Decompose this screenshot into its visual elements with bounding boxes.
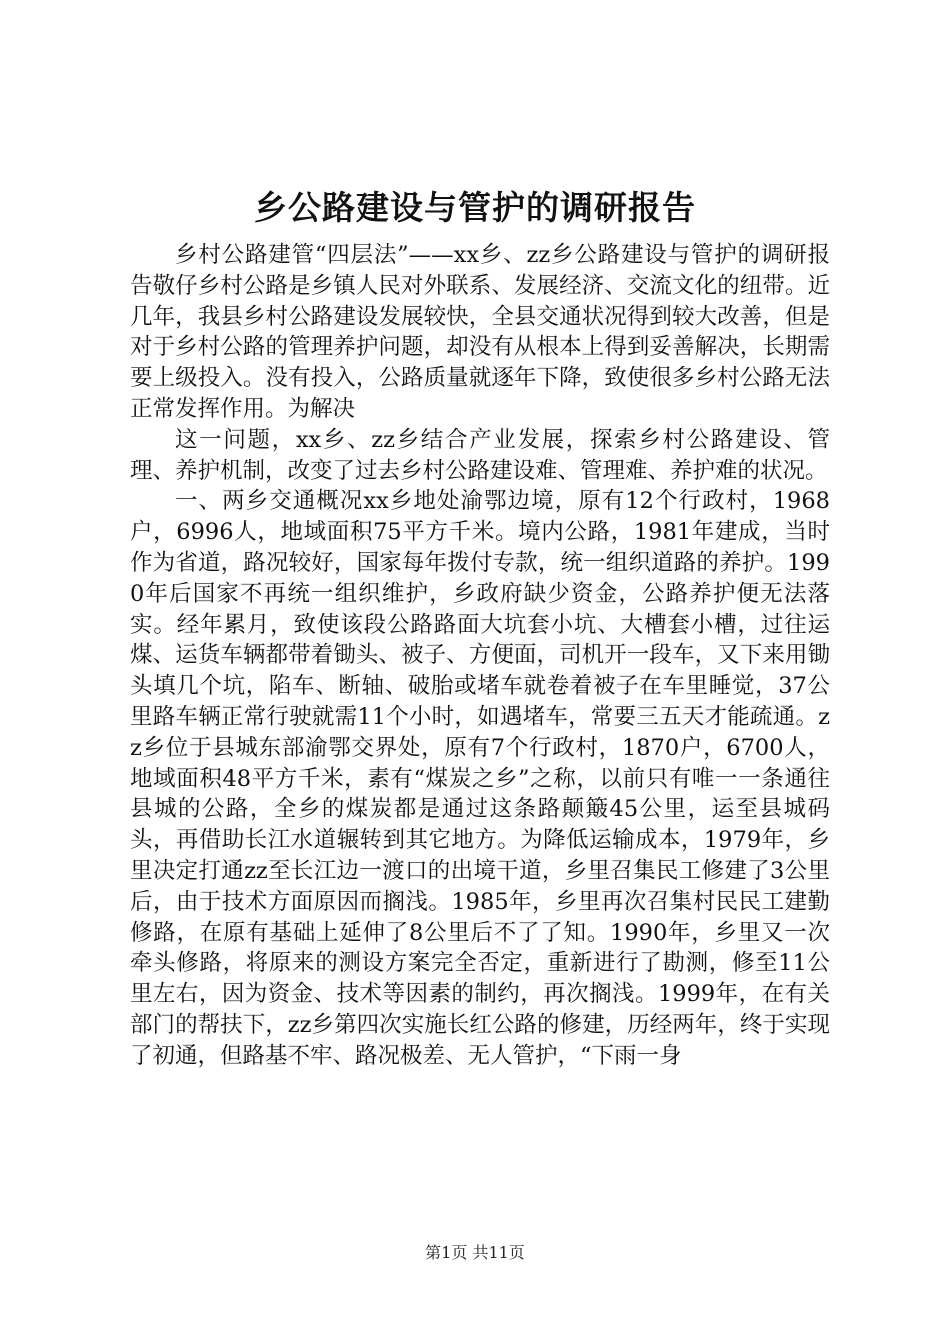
- page-number-footer: 第1页 共11页: [425, 1243, 525, 1262]
- document-body: [130, 240, 830, 1072]
- paragraph: 这一问题，xx乡、zz乡结合产业发展，探索乡村公路建设、管理、养护机制，改变了过去乡村公路建设难、管理难、养护难的状况。: [130, 426, 830, 484]
- paragraph: 一、两乡交通概况xx乡地处渝鄂边境，原有12个行政村，1968户，6996人，地域面积75平方千米。境内公路，1981年建成，当时作为省道，路况较好，国家每年拨付专款，统一组织道路的养护。1990年后国家不再统一组织维护，乡政府缺少资金，公路养护便无法落实。经年累月，致使该段公路路面大坑套小坑、大槽套小槽，过往运煤、运货车辆都带着锄头、被子、方便面，司机开一段车，又下来用锄头填几个坑，陷车、断轴、破胎或堵车就卷着被子在车里睡觉，37公里路车辆正常行驶就需11个小时，如遇堵车，常要三五天才能疏通。zz乡位于县城东部渝鄂交界处，原有7个行政村，1870户，6700人，地域面积48平方千米，素有“煤炭之乡”之称，以前只有唯一一条通往县城的公路，全乡的煤炭都是通过这条路颠簸45公里，运至县城码头，再借助长江水道辗转到其它地方。为降低运输成本，1979年，乡里决定打通zz至长江边一渡口的出境干道，乡里召集民工修建了3公里后，由于技术方面原因而搁浅。1985年，乡里再次召集村民民工建勤修路，在原有基础上延伸了8公里后不了了知。1990年，乡里又一次牵头修路，将原来的测设方案完全否定，重新进行了勘测，修至11公里左右，因为资金、技术等因素的制约，再次搁浅。1999年，在有关部门的帮扶下，zz乡第四次实施长红公路的修建，历经两年，终于实现了初通，但路基不牢、路况极差、无人管护，“下雨一身: [130, 488, 830, 1069]
- document-title: 乡公路建设与管护的调研报告: [254, 188, 696, 227]
- paragraph: 乡村公路建管“四层法”——xx乡、zz乡公路建设与管护的调研报告敬仔乡村公路是乡镇人民对外联系、发展经济、交流文化的纽带。近几年，我县乡村公路建设发展较快，全县交通状况得到较大改善，但是对于乡村公路的管理养护问题，却没有从根本上得到妥善解决，长期需要上级投入。没有投入，公路质量就逐年下降，致使很多乡村公路无法正常发挥作用。为解决: [130, 242, 830, 422]
